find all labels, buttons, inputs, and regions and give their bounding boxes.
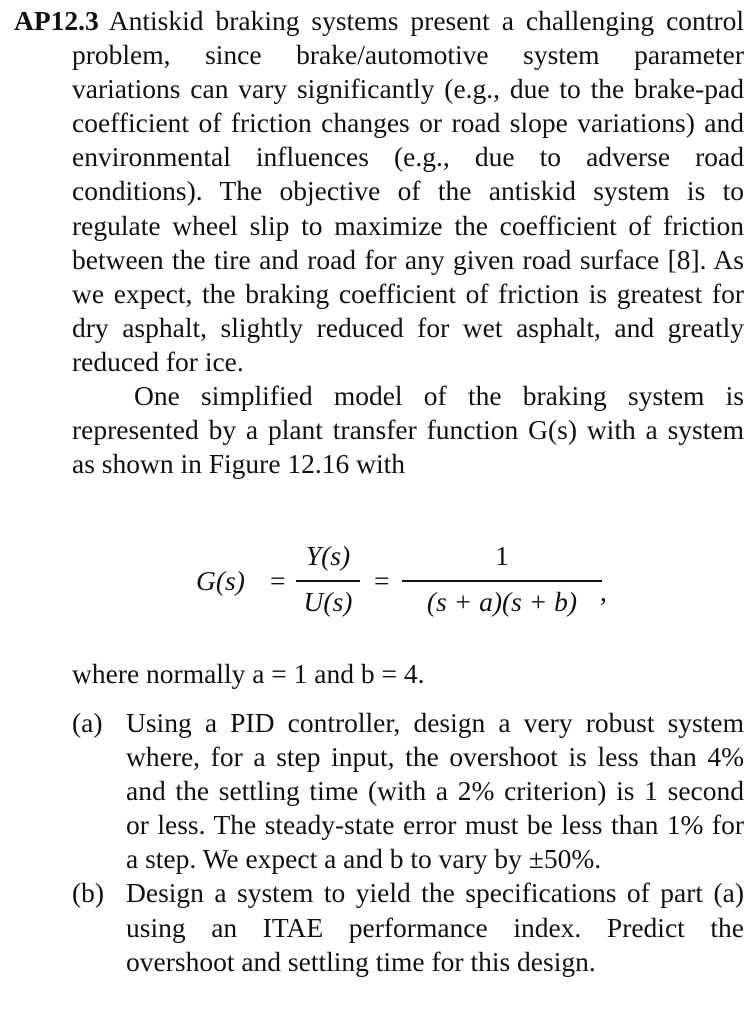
problem-parts — [72, 706, 744, 979]
part-a — [72, 706, 744, 876]
fraction-1-bar — [296, 580, 360, 582]
fraction-y-over-u — [296, 540, 360, 618]
equation-comma: , — [600, 576, 607, 607]
fraction-1-denominator: U(s) — [303, 586, 353, 617]
part-b — [72, 876, 744, 978]
fraction-2-denominator: (s + a)(s + b) — [426, 586, 578, 617]
part-a-text: Using a PID controller, design a very robust system where, for a step input, the overshoot is less than 4% and the settling time (with a 2% criterion) is 1 second or less. The steady-state error must be less than 1% for a step. We expect a and b to vary by ±50%. — [126, 707, 744, 875]
part-b-label: (b) — [72, 877, 105, 909]
problem-second-paragraph: One simplified model of the braking system is represented by a plant transfer function G(s) with a system as shown in Figure 12.16 with — [72, 380, 744, 480]
problem-ap12-3 — [14, 4, 744, 481]
first-paragraph-text: Antiskid braking systems present a challenging control problem, since brake/automotive system parameter variations can vary significantly (e.g., due to the brake-pad coefficient of friction changes or road slope variations) and environmental influences (e.g., due to adverse road conditions). The objective of the antiskid system is to regulate wheel slip to maximize the coefficient of friction between the tire and road for any given road surface [8]. As we expect, the braking coefficient of friction is greatest for dry asphalt, slightly reduced for wet asphalt, and greatly reduced for ice. — [72, 5, 744, 377]
transfer-function-equation — [196, 540, 716, 620]
fraction-plant — [402, 540, 602, 618]
where-statement: where normally a = 1 and b = 4. — [72, 658, 425, 689]
problem-id: AP12.3 — [14, 5, 99, 36]
fraction-2-bar — [402, 580, 602, 582]
part-b-text: Design a system to yield the specifications of part (a) using an ITAE performance index. Predict the overshoot and settling time for this design. — [126, 877, 744, 977]
equals-sign-2: = — [374, 565, 390, 596]
fraction-1-numerator: Y(s) — [305, 540, 351, 571]
problem-first-paragraph — [14, 4, 744, 379]
equation-lhs: G(s) — [196, 565, 245, 596]
equals-sign-1: = — [270, 565, 286, 596]
fraction-2-numerator: 1 — [495, 540, 509, 571]
part-a-label: (a) — [72, 707, 103, 738]
